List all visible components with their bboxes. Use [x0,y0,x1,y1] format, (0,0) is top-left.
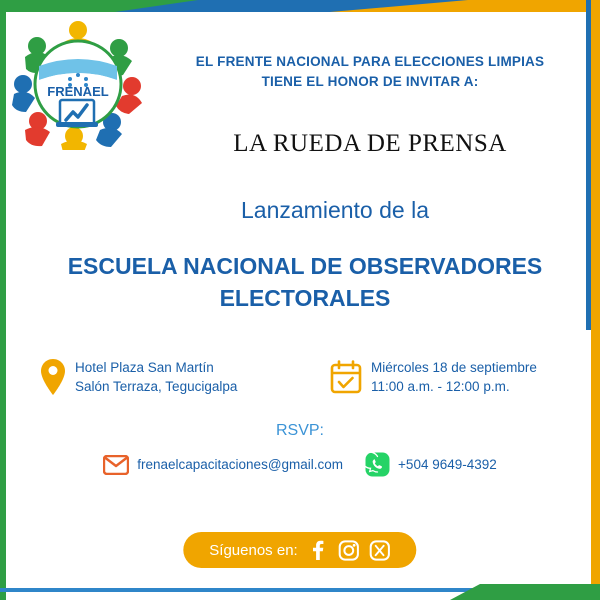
event-type: LA RUEDA DE PRENSA [233,130,507,157]
email-text: frenaelcapacitaciones@gmail.com [137,457,344,472]
header-text [150,52,590,92]
time-line: 11:00 a.m. - 12:00 p.m. [371,379,510,394]
event-title [40,250,570,314]
left-border-green [0,0,6,600]
follow-us-pill [183,532,416,568]
event-title-line-1: ESCUELA NACIONAL DE OBSERVADORES [67,253,543,279]
rsvp-label: RSVP: [275,422,324,439]
date-line: Miércoles 18 de septiembre [371,360,537,375]
header-line-2: TIENE EL HONOR DE INVITAR A: [261,74,479,89]
contact-row [0,452,600,477]
facebook-icon[interactable] [307,539,329,561]
svg-text:FRENAEL: FRENAEL [47,84,109,99]
header-line-1: EL FRENTE NACIONAL PARA ELECCIONES LIMPIAS [195,54,545,69]
email-contact[interactable] [103,455,343,475]
venue-text [75,358,237,396]
instagram-icon[interactable] [338,539,360,561]
envelope-icon [103,455,129,475]
whatsapp-icon [365,452,390,477]
frenael-logo [12,18,144,150]
right-border-blue [586,0,591,330]
venue-detail [40,358,330,396]
calendar-icon [330,360,362,394]
x-twitter-icon[interactable] [369,539,391,561]
location-pin-icon [40,358,66,396]
venue-line-1: Hotel Plaza San Martín [75,360,214,375]
event-title-line-2: ELECTORALES [219,285,391,311]
right-border-orange [591,0,600,600]
phone-text: +504 9649-4392 [398,457,497,472]
event-details [40,358,570,396]
phone-contact[interactable] [365,452,497,477]
datetime-text [371,358,537,396]
event-subtitle: Lanzamiento de la [241,197,429,223]
venue-line-2: Salón Terraza, Tegucigalpa [75,379,238,394]
bottom-corner-green [450,584,600,600]
follow-us-label: Síguenos en: [209,541,298,559]
datetime-detail [330,358,537,396]
